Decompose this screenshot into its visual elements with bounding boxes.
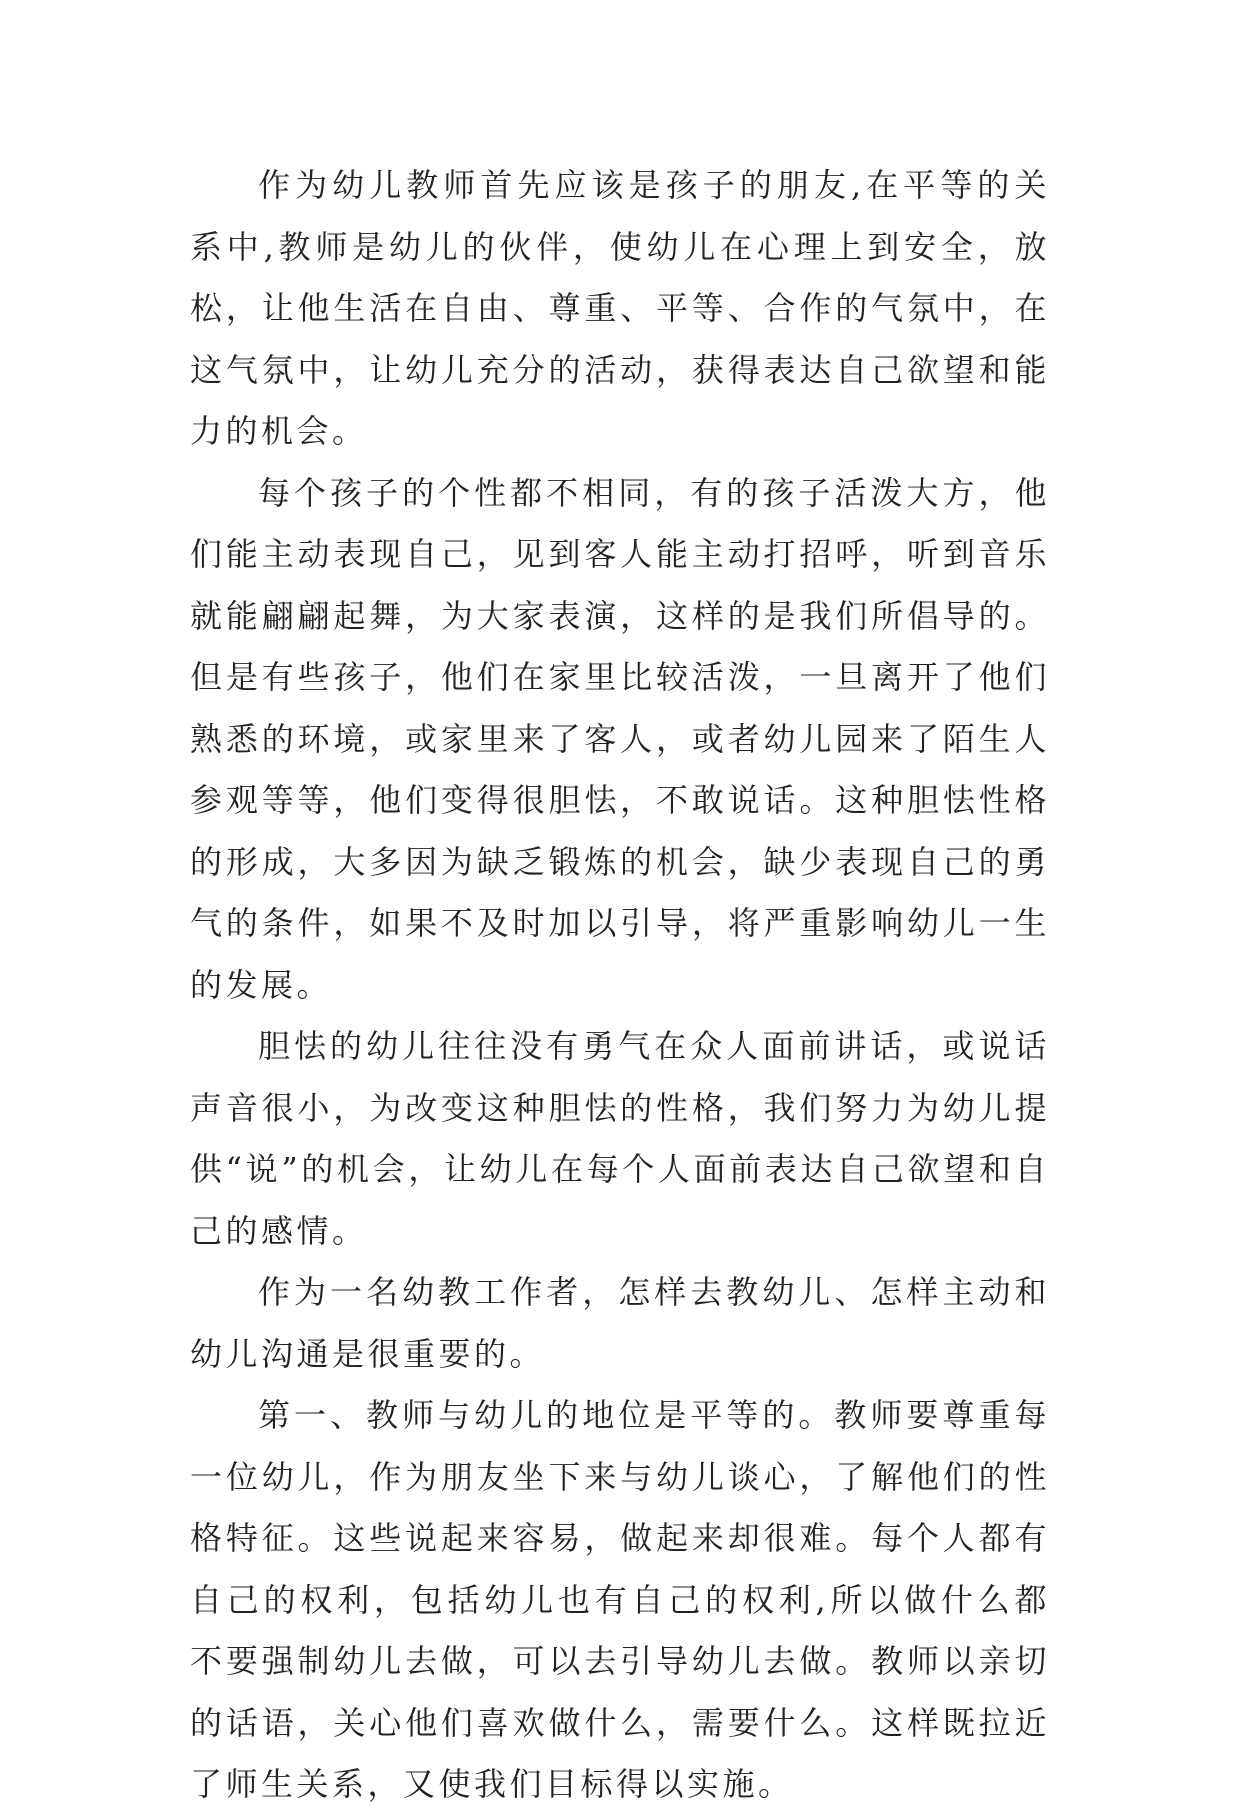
document-body (190, 155, 1050, 1816)
paragraph-4: 作为一名幼教工作者，怎样去教幼儿、怎样主动和幼儿沟通是很重要的。 (190, 1273, 1050, 1373)
paragraph-2: 每个孩子的个性都不相同，有的孩子活泼大方，他们能主动表现自己，见到客人能主动打招呼，听到音乐就能翩翩起舞，为大家表演，这样的是我们所倡导的。但是有些孩子，他们在家里比较活泼，一旦离开了他们熟悉的环境，或家里来了客人，或者幼儿园来了陌生人参观等等，他们变得很胆怯，不敢说话。这种胆怯性格的形成，大多因为缺乏锻炼的机会，缺少表现自己的勇气的条件，如果不及时加以引导，将严重影响幼儿一生的发展。 (190, 473, 1050, 1004)
paragraph-1: 作为幼儿教师首先应该是孩子的朋友,在平等的关系中,教师是幼儿的伙伴，使幼儿在心理上到安全，放松，让他生活在自由、尊重、平等、合作的气氛中，在这气氛中，让幼儿充分的活动，获得表达自己欲望和能力的机会。 (190, 166, 1050, 450)
paragraph-5: 第一、教师与幼儿的地位是平等的。教师要尊重每一位幼儿，作为朋友坐下来与幼儿谈心，了解他们的性格特征。这些说起来容易，做起来却很难。每个人都有自己的权利，包括幼儿也有自己的权利,所以做什么都不要强制幼儿去做，可以去引导幼儿去做。教师以亲切的话语，关心他们喜欢做什么，需要什么。这样既拉近了师生关系，又使我们目标得以实施。 (190, 1396, 1050, 1803)
paragraph-3: 胆怯的幼儿往往没有勇气在众人面前讲话，或说话声音很小，为改变这种胆怯的性格，我们努力为幼儿提供“说”的机会，让幼儿在每个人面前表达自己欲望和自己的感情。 (190, 1027, 1050, 1250)
